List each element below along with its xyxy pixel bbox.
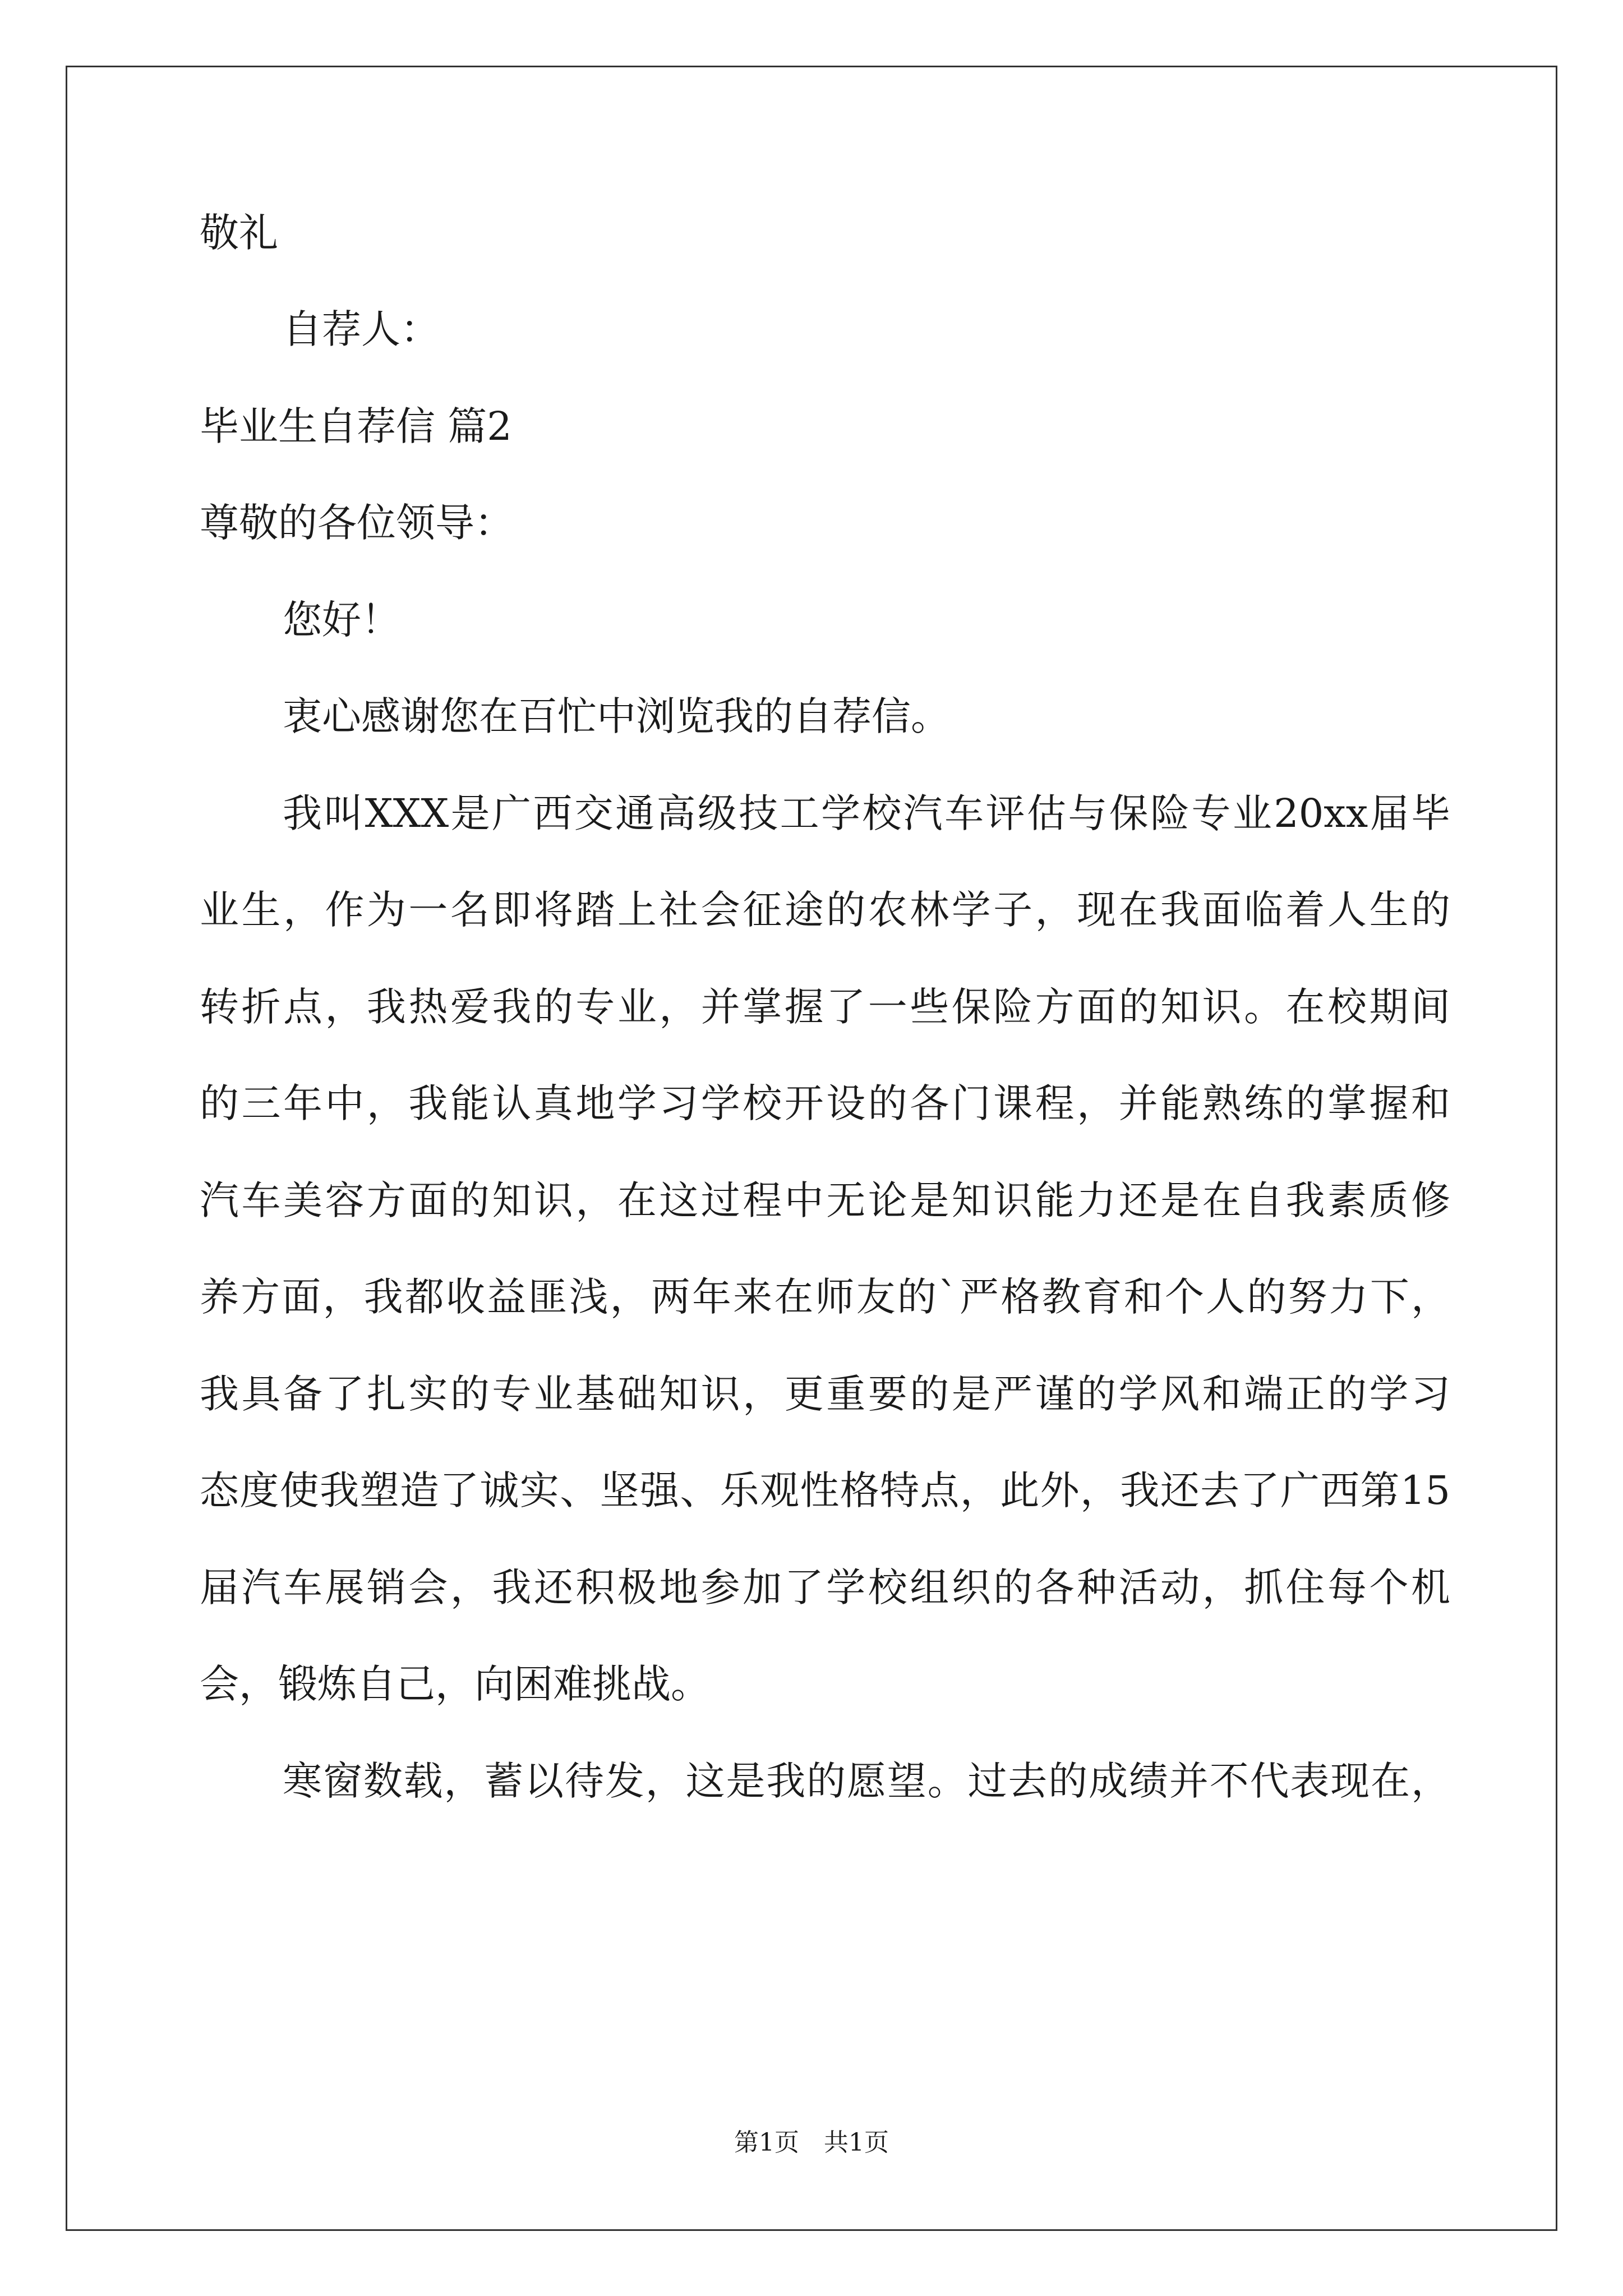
paragraph1-line: 的三年中，我能认真地学习学校开设的各门课程，并能熟练的掌握和 — [200, 1080, 1450, 1126]
paragraph1-line: 我具备了扎实的专业基础知识，更重要的是严谨的学风和端正的学习 — [200, 1371, 1450, 1417]
signer-line: 自荐人： — [283, 306, 440, 352]
paragraph1-line: 养方面，我都收益匪浅，两年来在师友的`严格教育和个人的努力下， — [200, 1274, 1450, 1320]
paragraph1-line: 业生，作为一名即将踏上社会征途的农林学子，现在我面临着人生的 — [200, 887, 1450, 933]
page-border — [66, 66, 1557, 2231]
paragraph1-line: 我叫XXX是广西交通高级技工学校汽车评估与保险专业20xx届毕 — [283, 790, 1450, 836]
paragraph1-line: 届汽车展销会，我还积极地参加了学校组织的各种活动，抓住每个机 — [200, 1565, 1450, 1611]
paragraph1-line: 会，锻炼自己，向困难挑战。 — [200, 1661, 710, 1707]
closing-line: 敬礼 — [200, 210, 278, 256]
salutation-line: 尊敬的各位领导： — [200, 500, 514, 546]
paragraph1-line: 态度使我塑造了诚实、坚强、乐观性格特点，此外，我还去了广西第15 — [200, 1467, 1450, 1513]
paragraph1-line: 转折点，我热爱我的专业，并掌握了一些保险方面的知识。在校期间 — [200, 984, 1450, 1030]
page-footer: 第1页 共1页 — [734, 2128, 889, 2157]
paragraph1-line: 汽车美容方面的知识，在这过程中无论是知识能力还是在自我素质修 — [200, 1177, 1450, 1223]
greeting-line: 您好！ — [283, 597, 400, 643]
thanks-line: 衷心感谢您在百忙中浏览我的自荐信。 — [283, 693, 950, 739]
letter-heading: 毕业生自荐信 篇2 — [200, 403, 512, 449]
paragraph2-line: 寒窗数载，蓄以待发，这是我的愿望。过去的成绩并不代表现在， — [283, 1758, 1450, 1804]
